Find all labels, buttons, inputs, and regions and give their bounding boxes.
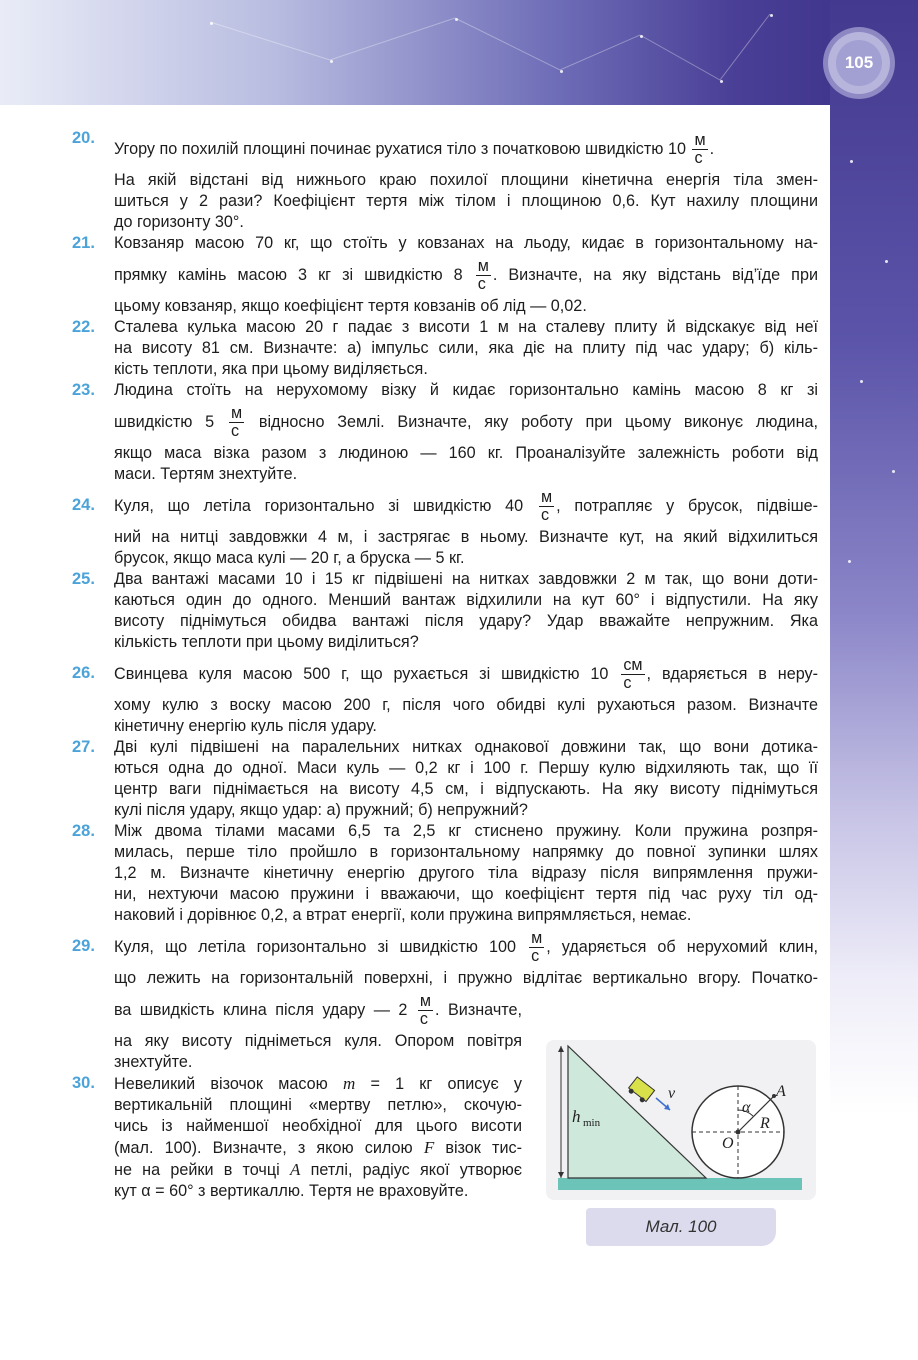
problem-line: ний на нитці завдовжки 4 м, і застрягає в ньому. Визначте кут, на який відхилиться [114, 528, 818, 546]
problem-number: 30. [72, 1074, 95, 1092]
problem-25 [72, 569, 818, 653]
problem-number: 22. [72, 318, 95, 336]
problem-line: швидкістю 5 $\frac{м}{с}$ відносно Землі. Визначте, яку роботу при цьому виконує людина, [114, 404, 819, 441]
problem-line: брусок, якщо маса кулі — 20 г, а бруска — 5 кг. [114, 549, 465, 567]
problem-line: кількість теплоти при цьому виділиться? [114, 633, 419, 651]
problem-line: на висоту 81 см. Визначте: а) імпульс сили, яка діє на плиту під час удару; б) кіль- [114, 339, 818, 357]
figure-caption: Мал. 100 [586, 1208, 776, 1246]
problem-line: Людина стоїть на нерухомому візку й кидає горизонтально камінь масою 8 кг зі [114, 381, 818, 399]
unit-fraction: $\frac{м}{с}$ [540, 488, 553, 525]
svg-text:α: α [742, 1099, 751, 1116]
side-decor-band [830, 0, 918, 1360]
problem-line: чись із найменшої необхідної для цього висоти [114, 1117, 522, 1135]
ground-rail [558, 1178, 802, 1190]
svg-text:O: O [722, 1135, 734, 1152]
problem-number: 24. [72, 496, 95, 514]
svg-text:h: h [572, 1107, 581, 1126]
unit-fraction: $\frac{м}{с}$ [694, 131, 706, 168]
problem-27 [72, 737, 818, 821]
problem-line: На якій відстані від нижнього краю похилої площини кінетична енергія тіла змен- [114, 171, 818, 189]
problem-line: Угору по похилій площині починає рухатися тіло з початковою швидкістю 10 $\frac{м}{с}$ . [114, 131, 715, 168]
problem-23 [72, 380, 818, 485]
incline-wedge [568, 1046, 706, 1178]
problem-20 [72, 128, 818, 233]
problem-line: кут α = 60° з вертикаллю. Тертя не враховуйте. [114, 1182, 469, 1200]
problem-line: на яку висоту підніметься куля. Опором повітря [114, 1032, 522, 1050]
problem-line: вертикальній площині «мертву петлю», скочую- [114, 1096, 522, 1114]
problem-line: якщо маса візка разом з людиною — 160 кг. Проаналізуйте залежність роботи від [114, 444, 818, 462]
problem-26 [72, 653, 818, 737]
problem-line: шиться у 2 рази? Коефіцієнт тертя між тілом і площиною 0,6. Кут нахилу площини [114, 192, 818, 210]
problem-number: 27. [72, 738, 95, 756]
unit-fraction: $\frac{см}{с}$ [623, 656, 643, 693]
problem-line: маси. Тертям знехтуйте. [114, 465, 298, 483]
problem-line: що лежить на горизонтальній поверхні, і пружно відлітає вертикально вгору. Початко- [114, 969, 818, 987]
problem-number: 29. [72, 937, 95, 955]
header-banner [0, 0, 918, 105]
svg-text:A: A [776, 1083, 786, 1100]
problem-line: центр ваги піднімається на висоту 4,5 см, і відпускають. На яку висоту піднімуться [114, 780, 818, 798]
problem-line: знехтуйте. [114, 1053, 193, 1071]
svg-text:v: v [668, 1085, 676, 1102]
problem-line: каються один до одного. Менший вантаж відхилили на кут 60° і відпустили. На яку [114, 591, 818, 609]
page-number: 105 [844, 53, 874, 72]
problem-line: ни, нехтуючи масою пружини і вважаючи, що коефіцієнт тертя під час руху тіл од- [114, 885, 818, 903]
loop-diagram [546, 1040, 816, 1200]
problem-line: прямку камінь масою 3 кг зі швидкістю 8 $\frac{м}{с}$ . Визначте, на яку відстань від’їде при [114, 257, 818, 294]
problem-28 [72, 821, 818, 926]
problem-line: Між двома тілами масами 6,5 та 2,5 кг стиснено пружину. Коли пружина розпря- [114, 822, 818, 840]
problem-line: Сталева кулька масою 20 г падає з висоти 1 м на сталеву плиту й відскакує від неї [114, 318, 818, 336]
problem-line: висоту піднімуться обидва вантажі після удару? Удар вважайте непружним. Яка [114, 612, 818, 630]
problem-line: Свинцева куля масою 500 г, що рухається зі швидкістю 10 $\frac{см}{с}$ , вдаряється в неру- [114, 656, 818, 693]
problem-line: Два вантажі масами 10 і 15 кг підвішені на нитках завдовжки 2 м так, що вони доти- [114, 570, 818, 588]
unit-fraction: $\frac{м}{с}$ [531, 929, 543, 966]
problem-line: хому кулю з воску масою 200 г, після чого обидві кулі рухаються разом. Визначте [114, 696, 818, 714]
page-number-gear-icon [828, 32, 890, 94]
problem-line: не на рейки в точці A петлі, радіус якої утворює [114, 1160, 523, 1179]
problem-number: 25. [72, 570, 95, 588]
svg-text:min: min [583, 1117, 601, 1129]
problem-line: Невеликий візочок масою m = 1 кг описує у [114, 1074, 523, 1093]
problem-line: кінетичну енергію куль після удару. [114, 717, 377, 735]
problem-line: 1,2 м. Визначте кінетичну енергію другого тіла відразу після випрямлення пружи- [114, 864, 818, 882]
problem-line: Куля, що летіла горизонтально зі швидкістю 40 $\frac{м}{с}$ , потрапляє у брусок, підвіше- [114, 488, 818, 525]
unit-fraction: $\frac{м}{с}$ [477, 257, 489, 294]
problem-line: кулі після удару, якщо удар: а) пружний; б) непружний? [114, 801, 528, 819]
constellation-lines [0, 0, 918, 105]
problem-line: милась, перше тіло пройшло в горизонтальному напрямку до повної зупинки шлях [114, 843, 818, 861]
figure-100 [546, 1040, 816, 1200]
problem-line: Дві кулі підвішені на паралельних нитках однакової довжини так, що вони дотика- [114, 738, 818, 756]
problem-number: 23. [72, 381, 95, 399]
svg-text:R: R [760, 1115, 770, 1132]
problem-21 [72, 233, 818, 317]
problem-24 [72, 485, 818, 569]
problem-number: 28. [72, 822, 95, 840]
problem-line: ва швидкість клина після удару — 2 $\frac{м}{с}$ . Визначте, [114, 992, 522, 1029]
problem-line: (мал. 100). Визначте, з якою силою F візок тис- [114, 1138, 522, 1157]
problem-line: Куля, що летіла горизонтально зі швидкістю 100 $\frac{м}{с}$ , ударяється об нерухомий клин, [114, 929, 819, 966]
problem-line: ються одна до одної. Маси куль — 0,2 кг і 100 г. Першу кулю відхиляють так, що її [114, 759, 818, 777]
problem-line: цьому ковзаняр, якщо коефіцієнт тертя ковзанів об лід — 0,02. [114, 297, 587, 315]
cart-block [626, 1077, 654, 1104]
problem-line: наковий і дорівнює 0,2, а втрат енергії, коли пружина випрямляється, немає. [114, 906, 692, 924]
unit-fraction: $\frac{м}{с}$ [230, 404, 243, 441]
problem-line: Ковзаняр масою 70 кг, що стоїть у ковзанах на льоду, кидає в горизонтальному на- [114, 234, 818, 252]
problem-number: 20. [72, 129, 95, 147]
problem-line: кість теплоти, яка при цьому виділяється. [114, 360, 428, 378]
unit-fraction: $\frac{м}{с}$ [419, 992, 432, 1029]
problem-22 [72, 317, 818, 380]
problem-line: до горизонту 30°. [114, 213, 244, 231]
problem-number: 21. [72, 234, 95, 252]
problem-number: 26. [72, 664, 95, 682]
